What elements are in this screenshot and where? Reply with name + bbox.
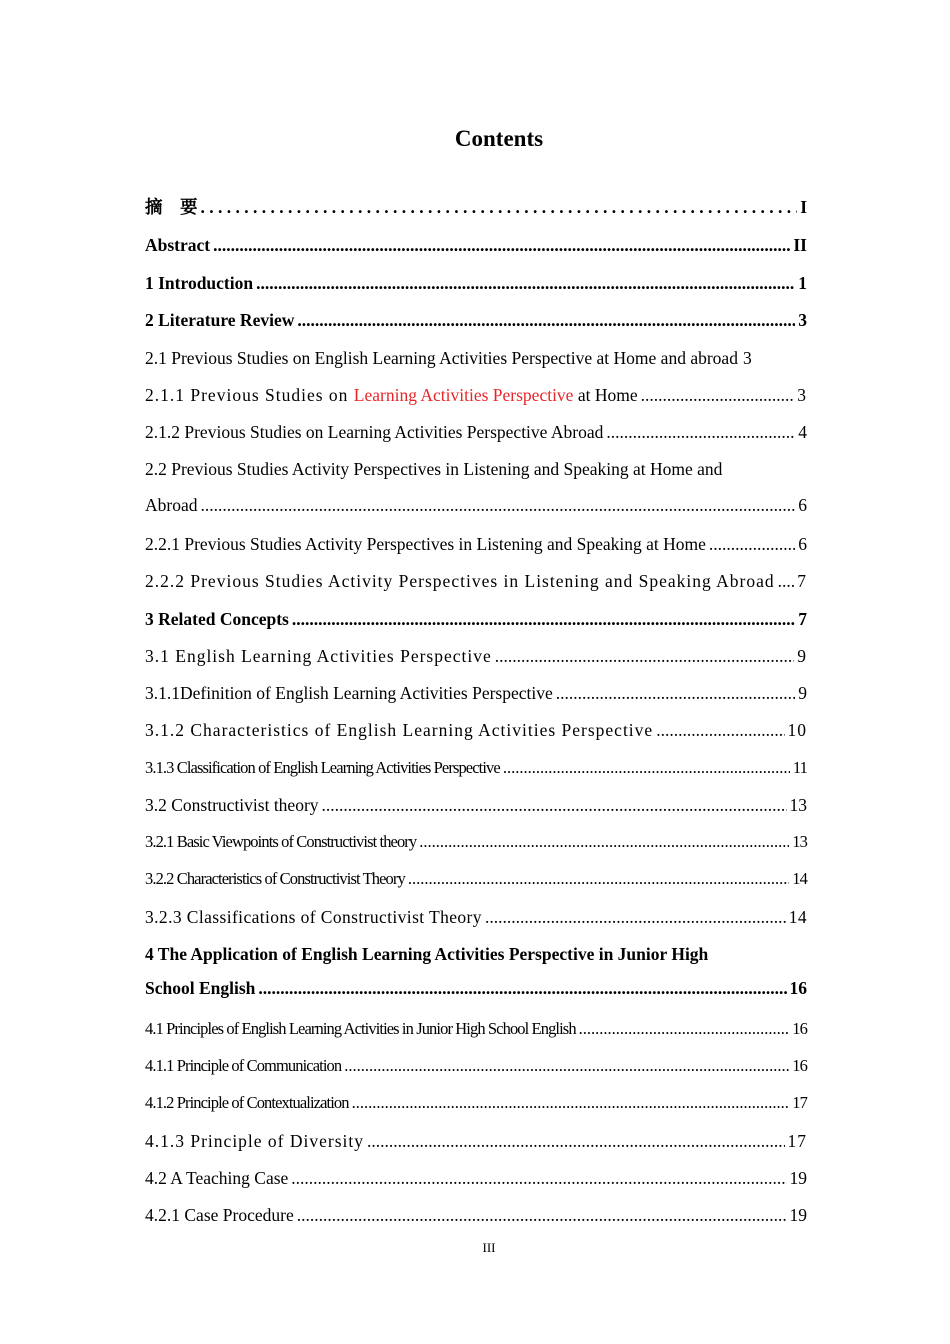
toc-page-number: 10 <box>787 720 807 740</box>
toc-entry-label: 3.1 English Learning Activities Perspective <box>145 646 492 666</box>
toc-page-number: 14 <box>788 907 807 927</box>
leader-dots <box>606 420 795 444</box>
toc-page-number: 9 <box>797 646 807 666</box>
toc-entry-label: 2.1.2 Previous Studies on Learning Activities Perspective Abroad <box>145 422 604 442</box>
toc-entry-label: 3.1.1Definition of English Learning Activities Perspective <box>145 683 553 703</box>
toc-entry-label <box>145 383 638 407</box>
toc-page-number: 3 <box>797 385 807 405</box>
toc-page-number: 7 <box>797 571 807 591</box>
toc-entry-label: 4.1.1 Principle of Communication <box>145 1056 342 1075</box>
toc-entry-label: 4.1 Principles of English Learning Activities in Junior High School English <box>145 1019 576 1038</box>
toc-page-number: 16 <box>792 1056 807 1075</box>
toc-page-number: 1 <box>798 273 807 293</box>
toc-entry-label: 2.1 Previous Studies on English Learning Activities Perspective at Home and abroad <box>145 348 738 368</box>
page-title: Contents <box>454 126 544 151</box>
toc-page-number: 17 <box>787 1131 807 1151</box>
toc-entry-2-2-2[interactable] <box>145 569 807 593</box>
leader-dots <box>291 1166 786 1190</box>
leader-dots <box>495 644 794 668</box>
toc-entry-label: 2.2.2 Previous Studies Activity Perspectives in Listening and Speaking Abroad <box>145 571 775 591</box>
leader-dots <box>292 607 795 631</box>
toc-page-number: 3 <box>798 310 807 330</box>
toc-entry-4-2-1[interactable] <box>145 1203 807 1227</box>
toc-entry-label: 3.2.2 Characteristics of Constructivist Theory <box>145 869 405 888</box>
toc-entry-3-1-3[interactable] <box>145 756 807 780</box>
toc-page-number: 4 <box>798 422 807 442</box>
toc-page-number: 3 <box>742 348 752 368</box>
toc-entry-2-2-line2[interactable] <box>145 493 807 517</box>
page-footer-number: III <box>482 1240 496 1255</box>
toc-entry-abstract[interactable] <box>145 233 807 257</box>
toc-entry-3-1-2[interactable] <box>145 718 807 742</box>
toc-page-number: II <box>793 235 807 255</box>
toc-entry-1[interactable] <box>145 271 807 295</box>
toc-entry-4-2[interactable] <box>145 1166 807 1190</box>
toc-entry-label: 4.1.3 Principle of Diversity <box>145 1131 365 1151</box>
leader-dots <box>641 383 795 407</box>
toc-entry-label: 4.2 A Teaching Case <box>145 1168 289 1188</box>
toc-entry-label: 4.1.2 Principle of Contextualization <box>145 1093 349 1112</box>
toc-page-number: 7 <box>798 609 807 629</box>
toc-entry-label: 1 Introduction <box>145 273 254 293</box>
toc-entry-2[interactable] <box>145 308 807 332</box>
toc-entry-abstract-cn[interactable] <box>145 195 807 219</box>
leader-dots <box>352 1091 790 1115</box>
leader-dots <box>503 756 790 780</box>
leader-dots <box>258 976 786 1000</box>
toc-entry-label: 2 Literature Review <box>145 310 295 330</box>
toc-entry-label: 3.1.2 Characteristics of English Learning Activities Perspective <box>145 720 654 740</box>
toc-entry-label: Abroad <box>145 495 198 515</box>
toc-entry-label-highlight: Learning Activities Perspective <box>353 385 574 405</box>
toc-entry-4-1-1[interactable] <box>145 1054 807 1078</box>
leader-dots <box>579 1017 790 1041</box>
toc-entry-label: 摘 要 <box>145 197 198 217</box>
toc-entry-3-2[interactable] <box>145 793 807 817</box>
toc-page-number: 14 <box>792 869 807 888</box>
toc-entry-3-2-3[interactable] <box>145 905 807 929</box>
leader-dots <box>778 569 795 593</box>
leader-dots <box>200 493 795 517</box>
leader-dots <box>367 1129 784 1153</box>
leader-dots <box>213 233 790 257</box>
leader-dots <box>201 195 798 219</box>
toc-entry-4-1-3[interactable] <box>145 1129 807 1153</box>
toc-page-number: 11 <box>792 758 807 777</box>
toc-entry-label: 3.2.1 Basic Viewpoints of Constructivist theory <box>145 832 417 851</box>
leader-dots <box>485 905 786 929</box>
toc-entry-2-1-2[interactable] <box>145 420 807 444</box>
toc-entry-4-line2[interactable] <box>145 976 807 1000</box>
toc-entry-2-2-line1[interactable] <box>145 457 807 481</box>
toc-page-number: I <box>800 197 807 217</box>
toc-entry-label: Abstract <box>145 235 211 255</box>
toc-entry-3-1[interactable] <box>145 644 807 668</box>
toc-entry-3-2-1[interactable] <box>145 830 807 854</box>
leader-dots <box>556 681 795 705</box>
toc-page-number: 6 <box>798 495 807 515</box>
toc-entry-label-suffix: at Home <box>573 385 638 405</box>
toc-entry-label: 3.2 Constructivist theory <box>145 795 319 815</box>
leader-dots <box>322 793 787 817</box>
toc-entry-label: 3 Related Concepts <box>145 609 289 629</box>
toc-entry-3[interactable] <box>145 607 807 631</box>
toc-page-number: 19 <box>789 1205 807 1225</box>
toc-entry-2-2-1[interactable] <box>145 532 807 556</box>
leader-dots <box>656 718 784 742</box>
toc-page-number: 16 <box>792 1019 807 1038</box>
toc-entry-label-prefix: 2.1.1 Previous Studies on <box>145 385 354 405</box>
toc-entry-label: 3.2.3 Classifications of Constructivist Theory <box>145 907 482 927</box>
toc-entry-4-1[interactable] <box>145 1017 807 1041</box>
toc-entry-label: 4.2.1 Case Procedure <box>145 1205 294 1225</box>
toc-entry-label: 2.2.1 Previous Studies Activity Perspectives in Listening and Speaking at Home <box>145 534 706 554</box>
leader-dots <box>256 271 795 295</box>
toc-entry-label: 2.2 Previous Studies Activity Perspectives in Listening and Speaking at Home and <box>145 459 723 479</box>
toc-entry-4-1-2[interactable] <box>145 1091 807 1115</box>
leader-dots <box>709 532 795 556</box>
leader-dots <box>297 308 795 332</box>
toc-entry-3-2-2[interactable] <box>145 867 807 891</box>
toc-page-number: 13 <box>792 832 807 851</box>
toc-entry-2-1[interactable] <box>145 346 807 370</box>
leader-dots <box>408 867 789 891</box>
toc-entry-2-1-1[interactable] <box>145 383 807 407</box>
toc-entry-4-line1[interactable] <box>145 942 807 966</box>
leader-dots <box>419 830 789 854</box>
toc-page-number: 19 <box>789 1168 807 1188</box>
toc-entry-label: 4 The Application of English Learning Activities Perspective in Junior High <box>145 944 709 964</box>
toc-page-number: 16 <box>789 978 807 998</box>
toc-page-number: 9 <box>798 683 807 703</box>
toc-entry-label: 3.1.3 Classification of English Learning Activities Perspective <box>145 758 500 777</box>
toc-entry-label: School English <box>145 978 256 998</box>
toc-page-number: 17 <box>792 1093 807 1112</box>
leader-dots <box>297 1203 787 1227</box>
toc-page-number: 6 <box>798 534 807 554</box>
toc-page-number: 13 <box>789 795 807 815</box>
toc-entry-3-1-1[interactable] <box>145 681 807 705</box>
leader-dots <box>344 1054 789 1078</box>
